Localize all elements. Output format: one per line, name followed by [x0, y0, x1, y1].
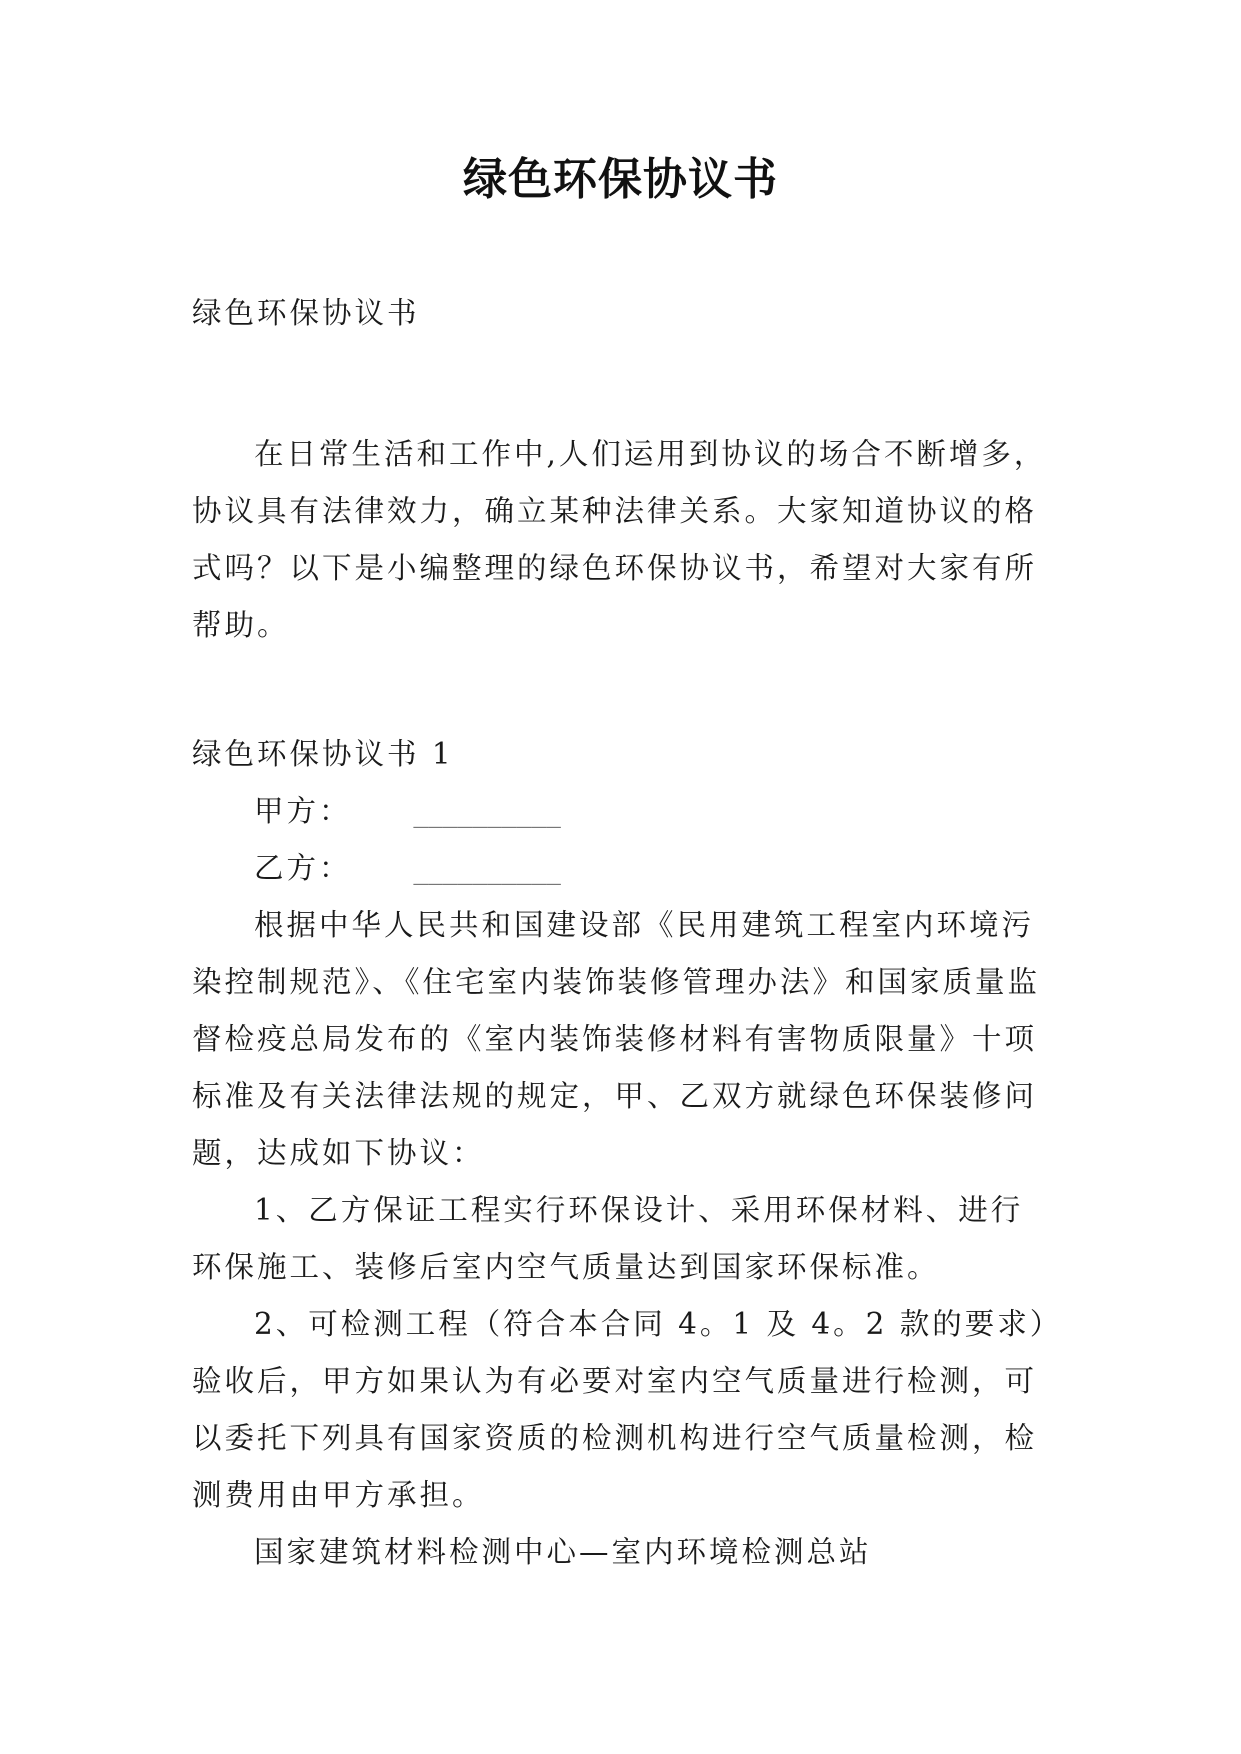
intro-paragraph: 在日常生活和工作中,人们运用到协议的场合不断增多，协议具有法律效力，确立某种法律关系。大家知道协议的格式吗？以下是小编整理的绿色环保协议书，希望对大家有所帮助。 [192, 437, 1047, 642]
party-a-label: 甲方： [253, 794, 352, 828]
document-title: 绿色环保协议书 [463, 154, 778, 205]
body-paragraph: 国家建筑材料检测中心—室内环境检测总站 [253, 1535, 872, 1569]
spacer [192, 342, 1052, 426]
party-b-label: 乙方： [253, 851, 352, 885]
body-paragraph: 根据中华人民共和国建设部《民用建筑工程室内环境污染控制规范》、《住宅室内装饰装修管理办法》和国家质量监督检疫总局发布的《室内装饰装修材料有害物质限量》十项标准及有关法律法规的规定，甲、乙双方就绿色环保装修问题，达成如下协议： [192, 908, 1041, 1170]
document-body [192, 285, 1052, 1581]
section-heading: 绿色环保协议书 1 [192, 737, 454, 771]
body-paragraph: 1、乙方保证工程实行环保设计、采用环保材料、进行环保施工、装修后室内空气质量达到国家环保标准。 [192, 1193, 1024, 1284]
party-a-blank: __________ [413, 794, 561, 828]
party-b-blank: __________ [413, 851, 561, 885]
party-a-line [192, 783, 1052, 840]
body-paragraph: 2、可检测工程（符合本合同 4。1 及 4。2 款的要求）验收后，甲方如果认为有必要对室内空气质量进行检测，可以委托下列具有国家资质的检测机构进行空气质量检测，检测费用由甲方承担。 [192, 1307, 1048, 1512]
document-subtitle: 绿色环保协议书 [192, 296, 420, 330]
party-b-line [192, 840, 1052, 897]
spacer [192, 654, 1052, 726]
